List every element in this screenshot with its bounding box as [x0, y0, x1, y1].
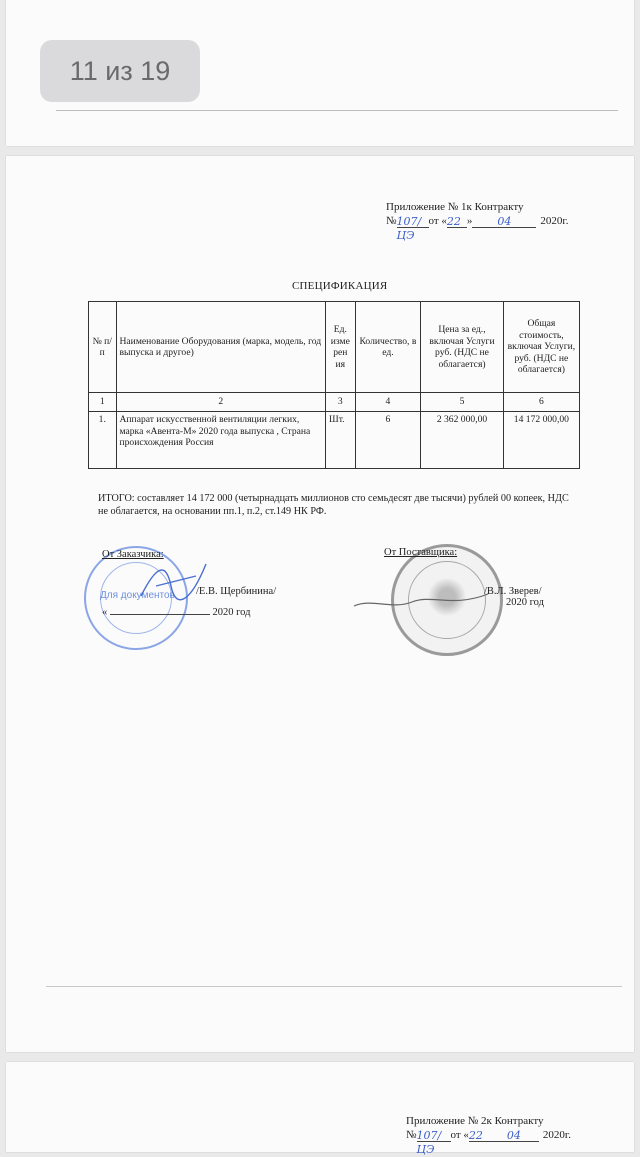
next-annex-year: 2020г.: [542, 1129, 571, 1141]
next-annex-number-line: [406, 1128, 571, 1156]
next-page: [6, 1062, 634, 1156]
next-annex-title: Приложение № 2к Контракту: [406, 1115, 544, 1127]
row-total: 14 172 000,00: [503, 412, 579, 469]
customer-stamp-text: Для документов: [100, 590, 175, 601]
page-counter-badge: 11 из 19: [40, 40, 200, 102]
annex-day-field: [447, 215, 467, 228]
header-price: Цена за ед., включая Услуги руб. (НДС не облагается): [421, 302, 504, 393]
column-number: 1: [89, 393, 117, 412]
supplier-date-year: 2020 год: [506, 597, 544, 608]
column-number: 3: [326, 393, 356, 412]
next-annex-month-handwritten: 04: [506, 1129, 521, 1142]
column-number: 5: [421, 393, 504, 412]
column-number: 2: [116, 393, 326, 412]
header-unit: Ед. изме рен ия: [326, 302, 356, 393]
supplier-name: /В.Л. Зверев/: [484, 586, 542, 597]
annex-quote-close: »: [466, 215, 473, 227]
annex-number-line: [386, 214, 569, 242]
annex-month-field: [472, 215, 536, 228]
annex-month-handwritten: 04: [497, 215, 512, 228]
annex-year: 2020г.: [540, 215, 569, 227]
header-qty: Количество, в ед.: [355, 302, 421, 393]
next-annex-header: [406, 1114, 571, 1156]
annex-number-handwritten: 107/ЦЭ: [396, 215, 422, 242]
supplier-label: От Поставщика:: [384, 547, 458, 558]
header-total: Общая стоимость, включая Услуги, руб. (НДС не облагается): [503, 302, 579, 393]
row-name: Аппарат искусственной вентиляции легких, марка «Авента-М» 2020 года выпуска , Страна происхождения Россия: [116, 412, 326, 469]
next-annex-from: от «: [450, 1129, 469, 1141]
header-name: Наименование Оборудования (марка, модель, год выпуска и другое): [116, 302, 326, 393]
customer-date-year: 2020 год: [212, 607, 251, 618]
total-text: ИТОГО: составляет 14 172 000 (четырнадцать миллионов сто семьдесят две тысячи) рублей 00 копеек, НДС не облагается, на основании пп.1, п.2, ст.149 НК РФ.: [98, 493, 569, 517]
document-title: СПЕЦИФИКАЦИЯ: [292, 280, 388, 292]
row-num: 1.: [89, 412, 117, 469]
row-qty: 6: [355, 412, 421, 469]
column-number: 6: [503, 393, 579, 412]
customer-date-prefix: «: [102, 607, 108, 618]
header-num: № п/п: [89, 302, 117, 393]
annex-number-field: [396, 215, 429, 242]
annex-number-prefix: №: [386, 215, 397, 227]
column-number: 4: [355, 393, 421, 412]
customer-signature: [136, 556, 216, 606]
next-annex-number-handwritten: 107/ЦЭ: [416, 1129, 442, 1156]
customer-name: /Е.В. Щербинина/: [196, 586, 277, 597]
specification-table: [88, 301, 580, 469]
document-page: [6, 156, 634, 1052]
row-price: 2 362 000,00: [421, 412, 504, 469]
table-column-numbers-row: [89, 393, 580, 412]
annex-day-handwritten: 22: [446, 215, 461, 228]
table-row: [89, 412, 580, 469]
annex-from: от «: [428, 215, 447, 227]
annex-title: Приложение № 1к Контракту: [386, 201, 524, 213]
customer-date-line: [102, 602, 250, 618]
next-annex-number-prefix: №: [406, 1129, 417, 1141]
page-rule: [46, 986, 622, 987]
table-header-row: [89, 302, 580, 393]
next-annex-day-handwritten: 22: [468, 1129, 483, 1142]
page-rule: [56, 110, 618, 111]
supplier-signature: [352, 588, 492, 616]
annex-header: [386, 200, 569, 242]
row-unit: Шт.: [326, 412, 356, 469]
customer-label: От Заказчика:: [102, 549, 164, 560]
